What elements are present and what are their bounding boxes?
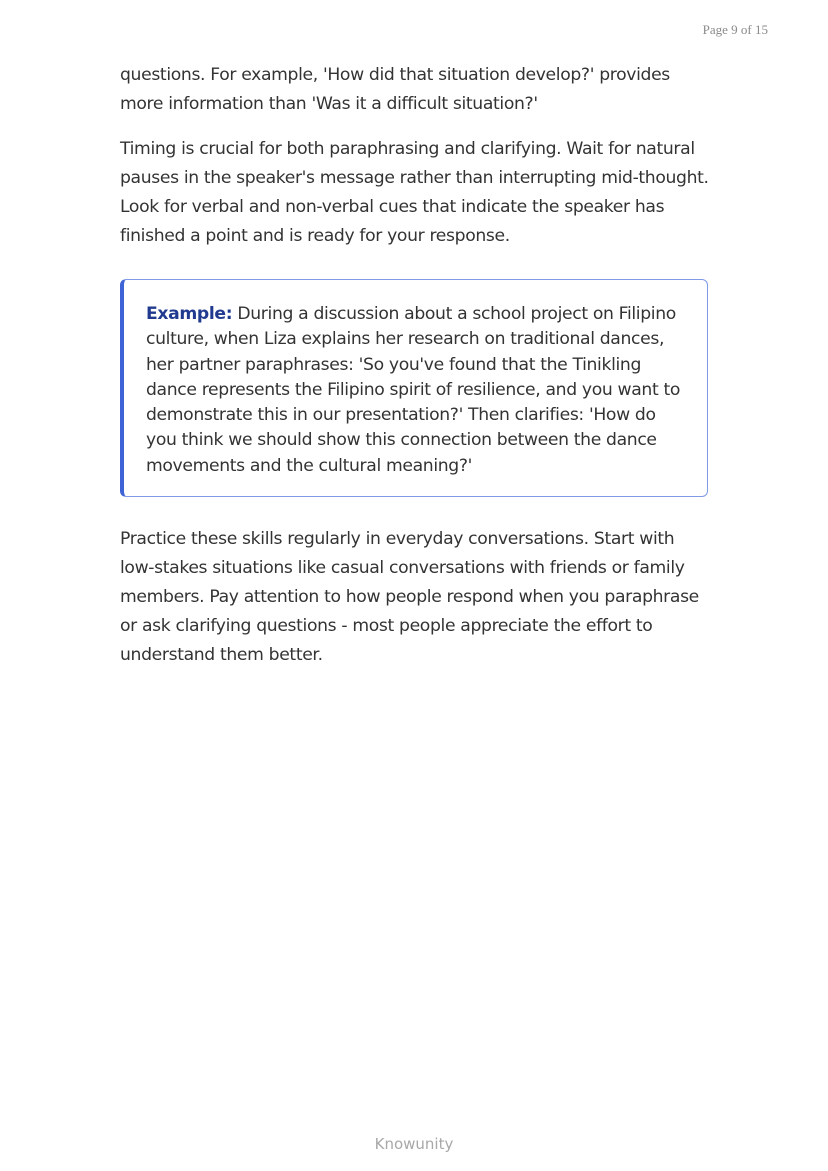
example-callout [120,279,708,497]
page-number: Page 9 of 15 [702,22,768,37]
example-callout-text [146,302,683,479]
paragraph-open-questions: questions. For example, 'How did that situation develop?' provides more information than 'Was it a difficult situation?' [120,65,670,114]
example-body: During a discussion about a school project on Filipino culture, when Liza explains her research on traditional dances, her partner paraphrases: 'So you've found that the Tinikling dance represents the Filipino spirit of resilience, and you want to demonstrate this in our presentation?' Then clarifies: 'How do you think we should show this connection between the dance movements and the cultural meaning?' [146,304,681,476]
paragraph-practice: Practice these skills regularly in everyday conversations. Start with low-stakes situations like casual conversations with friends or family members. Pay attention to how people respond when you paraphrase or ask clarifying questions - most people appreciate the effort to understand them better. [120,529,699,666]
footer-brand: Knowunity [374,1135,454,1153]
document-body [120,61,712,670]
paragraph-timing: Timing is crucial for both paraphrasing and clarifying. Wait for natural pauses in the speaker's message rather than interrupting mid-thought. Look for verbal and non-verbal cues that indicate the speaker has finished a point and is ready for your response. [120,139,709,246]
example-label: Example: [146,304,233,324]
